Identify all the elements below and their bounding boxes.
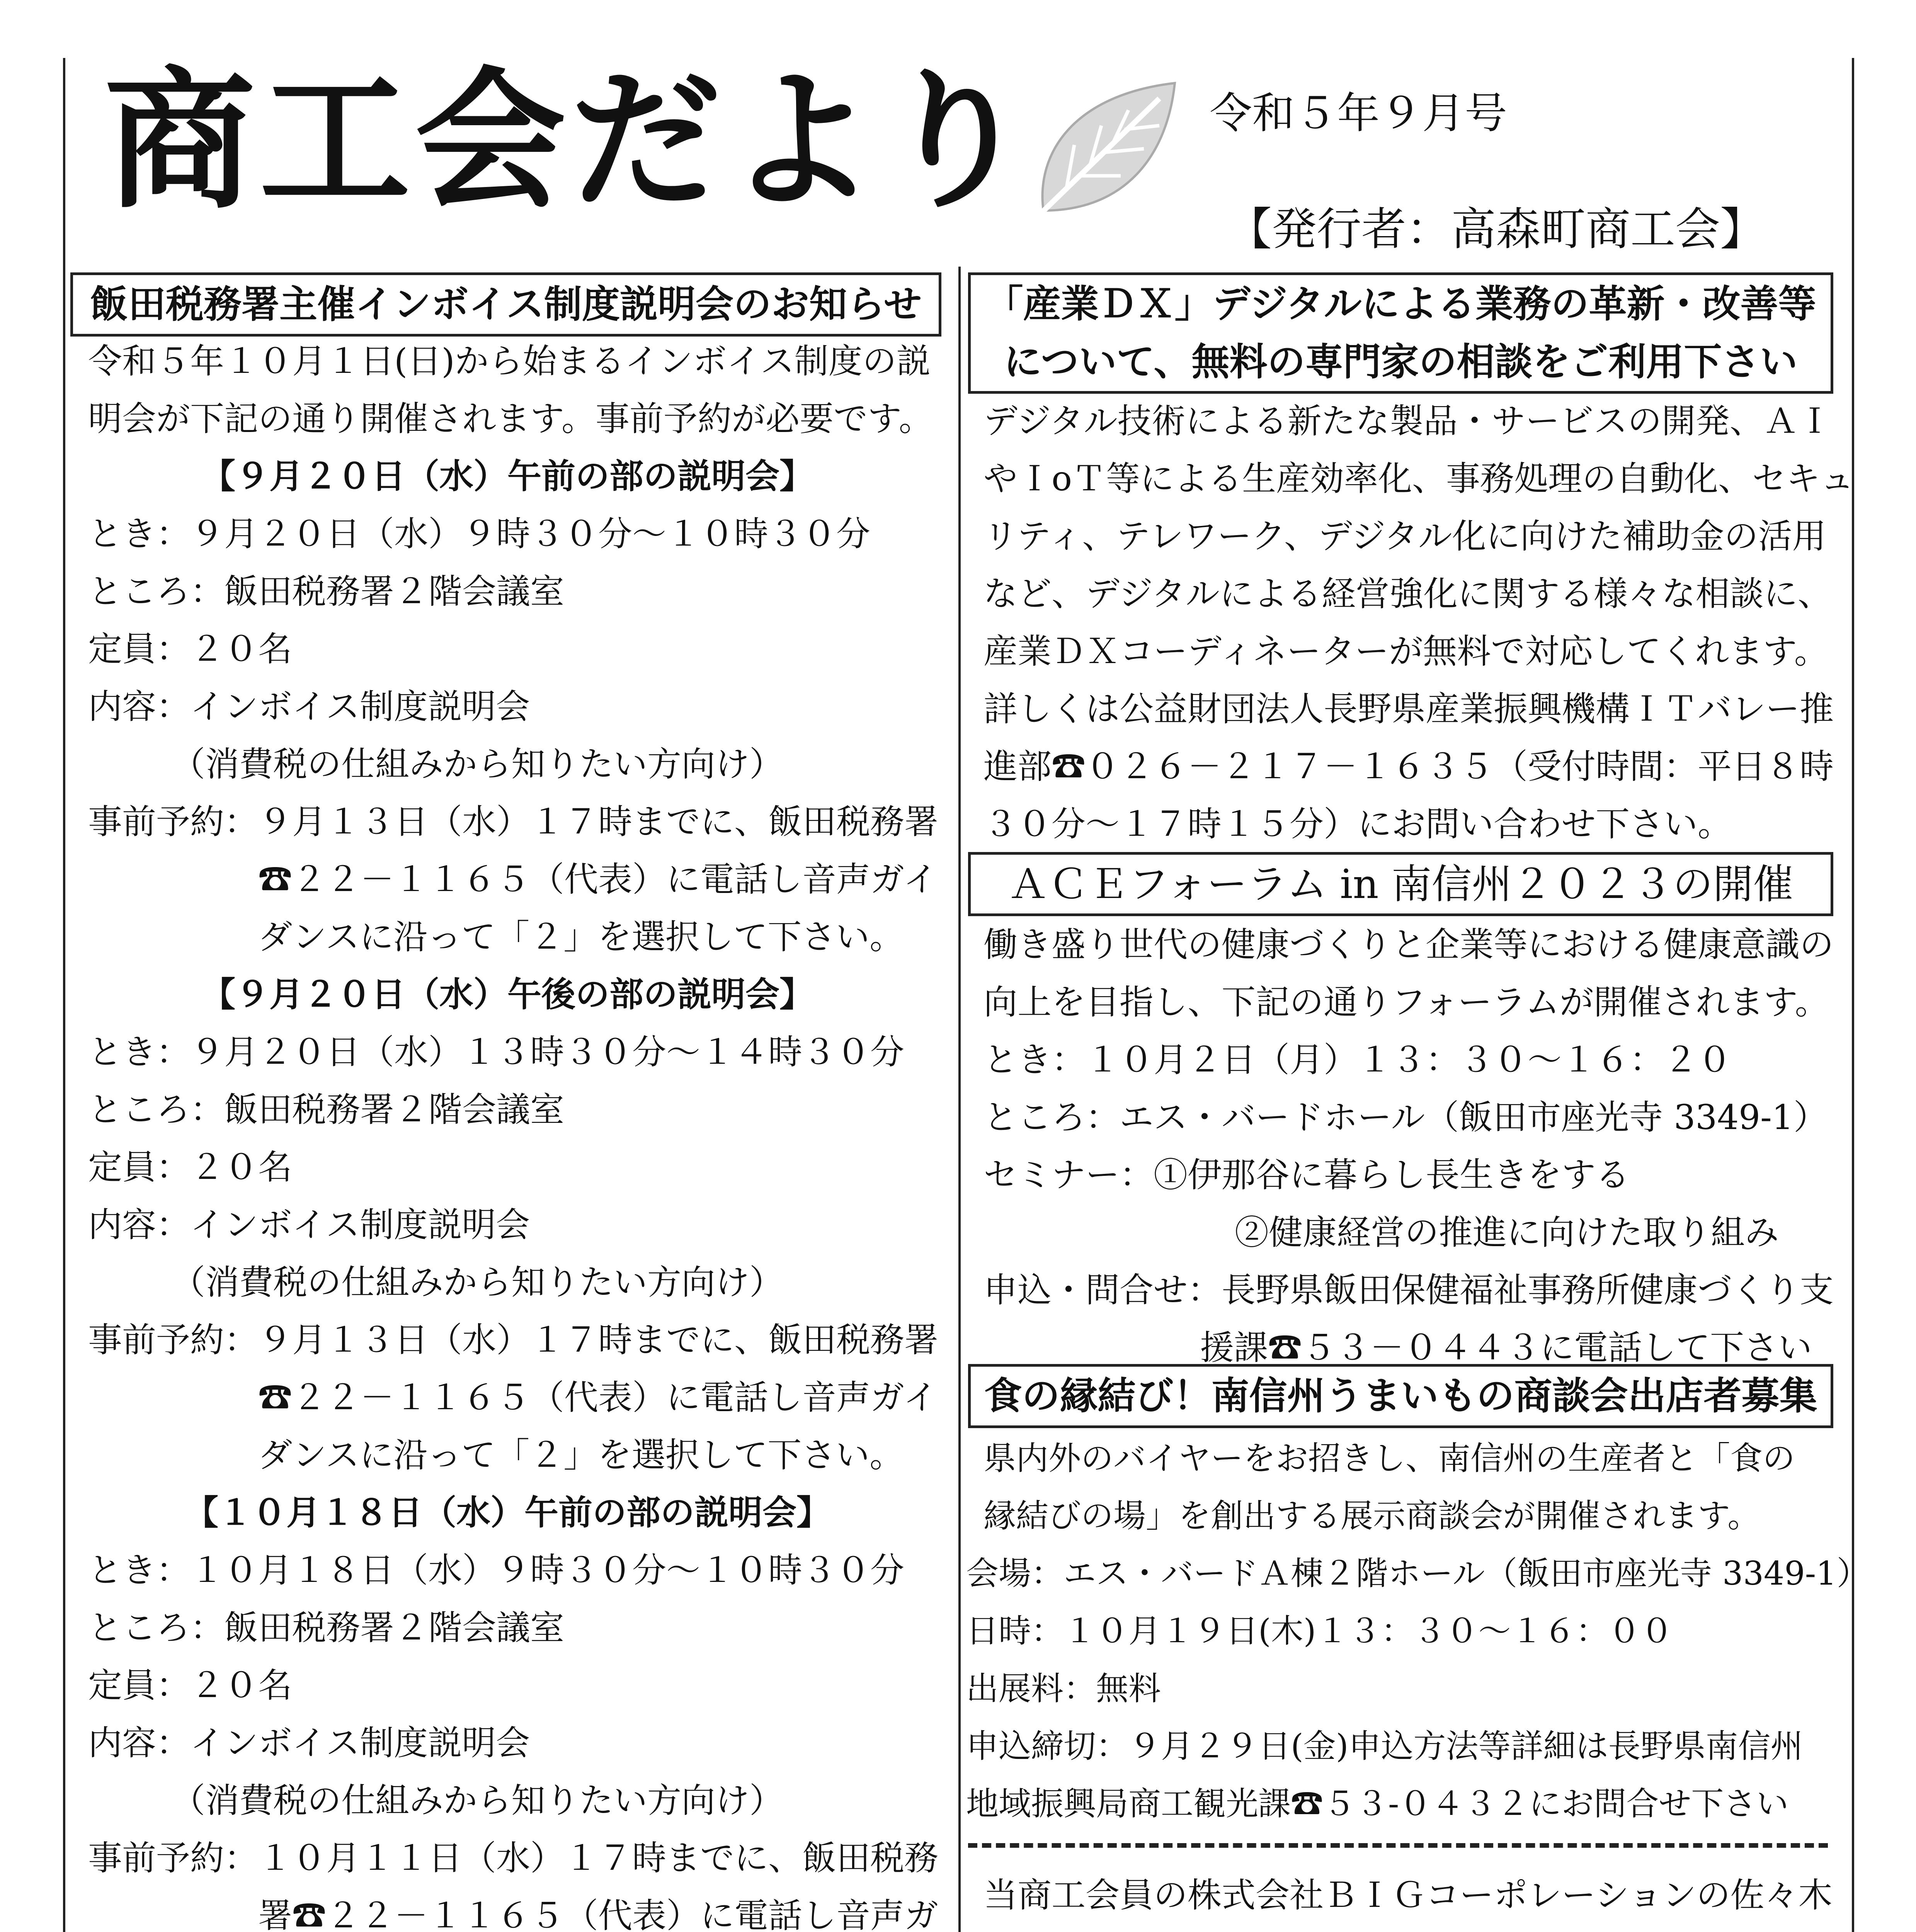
session-audience: （消費税の仕組みから知りたい方向け） — [171, 744, 784, 784]
intro-line: 令和５年１０月１日(日)から始まるインボイス制度の説 — [88, 341, 931, 381]
session-content: 内容：インボイス制度説明会 — [88, 1205, 530, 1245]
session-when: とき：１０月１８日（水）９時３０分～１０時３０分 — [88, 1550, 905, 1590]
session-heading: 【１０月１８日（水）午前の部の説明会】 — [184, 1492, 830, 1532]
grape-body — [984, 1866, 1916, 1932]
ace-body — [984, 916, 1834, 1376]
food-title: 食の縁結び！南信州うまいもの商談会出店者募集 — [984, 1374, 1817, 1418]
dashed-separator — [968, 1843, 1828, 1848]
dx-title-line: 「産業ＤＸ」デジタルによる業務の革新・改善等 — [985, 282, 1816, 326]
dx-line: など、デジタルによる経営強化に関する様々な相談に、 — [984, 574, 1832, 614]
session-heading: 【９月２０日（水）午前の部の説明会】 — [201, 456, 813, 496]
food-venue: 会場：エス・バードＡ棟２階ホール（飯田市座光寺 3349-1） — [966, 1554, 1869, 1592]
ace-title-box — [968, 852, 1833, 916]
intro-line: 明会が下記の通り開催されます。事前予約が必要です。 — [88, 399, 933, 439]
left-border-line — [63, 58, 65, 1932]
ace-where: ところ：エス・バードホール（飯田市座光寺 3349-1） — [984, 1097, 1828, 1137]
ace-seminar: ②健康経営の推進に向けた取り組み — [1235, 1213, 1779, 1252]
session-reserve: ダンスに沿って「２」を選択して下さい。 — [258, 1435, 904, 1475]
ace-when: とき：１０月２日（月）１３：３０～１６：２０ — [984, 1040, 1732, 1080]
food-contact: 地域振興局商工観光課☎５３-０４３２にお問合せ下さい — [966, 1785, 1789, 1823]
column-divider-line — [958, 267, 961, 1932]
session-capacity: 定員：２０名 — [88, 1147, 293, 1187]
session-reserve: ダンスに沿って「２」を選択して下さい。 — [258, 917, 904, 957]
ace-title: ＡＣＥフォーラム in 南信州２０２３の開催 — [1008, 861, 1793, 908]
issue-date: 令和５年９月号 — [1210, 88, 1507, 138]
invoice-title-box — [70, 272, 941, 337]
masthead-title: 商工会だより — [104, 53, 1036, 229]
session-content: 内容：インボイス制度説明会 — [88, 687, 530, 726]
session-when: とき：９月２０日（水）１３時３０分～１４時３０分 — [88, 1032, 905, 1072]
dx-line: 詳しくは公益財団法人長野県産業振興機構ＩＴバレー推 — [984, 689, 1834, 729]
session-reserve: 事前予約：９月１３日（水）１７時までに、飯田税務署 — [88, 1320, 939, 1360]
session-capacity: 定員：２０名 — [88, 1665, 293, 1705]
session-reserve: 事前予約：１０月１１日（水）１７時までに、飯田税務 — [88, 1838, 939, 1878]
session-reserve: 署☎２２－１１６５（代表）に電話し音声ガ — [258, 1896, 939, 1932]
dx-line: リティ、テレワーク、デジタル化に向けた補助金の活用 — [984, 516, 1826, 556]
grape-line — [984, 1924, 1916, 1932]
dx-line: 産業ＤＸコーディネーターが無料で対応してくれます。 — [984, 631, 1828, 671]
ace-line: 向上を目指し、下記の通りフォーラムが開催されます。 — [984, 982, 1829, 1022]
ace-line: 働き盛り世代の健康づくりと企業等における健康意識の — [984, 925, 1834, 964]
dx-line: 進部☎０２６－２１７－１６３５（受付時間：平日８時 — [984, 747, 1834, 786]
session-where: ところ：飯田税務署２階会議室 — [88, 1090, 565, 1129]
session-audience: （消費税の仕組みから知りたい方向け） — [171, 1262, 784, 1302]
publisher: 【発行者：高森町商工会】 — [1227, 203, 1765, 255]
ace-contact: 援課☎５３－０４４３に電話して下さい — [1200, 1328, 1812, 1367]
food-body — [966, 1430, 1869, 1833]
dx-line: やＩoＴ等による生産効率化、事務処理の自動化、セキュ — [984, 459, 1854, 498]
session-when: とき：９月２０日（水）９時３０分～１０時３０分 — [88, 514, 871, 554]
session-reserve: ☎２２－１１６５（代表）に電話し音声ガイ — [258, 1378, 938, 1417]
food-title-box — [968, 1364, 1833, 1428]
dx-body — [984, 392, 1854, 853]
ace-contact: 申込・問合せ：長野県飯田保健福祉事務所健康づくり支 — [984, 1270, 1834, 1310]
session-capacity: 定員：２０名 — [88, 629, 293, 669]
dx-line: ３０分～１７時１５分）にお問い合わせ下さい。 — [984, 804, 1732, 844]
food-line: 県内外のバイヤーをお招きし、南信州の生産者と「食の — [984, 1439, 1795, 1477]
session-heading: 【９月２０日（水）午後の部の説明会】 — [201, 974, 813, 1014]
food-fee: 出展料：無料 — [966, 1670, 1161, 1708]
invoice-section — [88, 332, 938, 1932]
session-content: 内容：インボイス制度説明会 — [88, 1723, 530, 1763]
invoice-title: 飯田税務署主催インボイス制度説明会のお知らせ — [90, 282, 922, 327]
leaf-icon — [1020, 71, 1183, 226]
ace-seminar: セミナー：①伊那谷に暮らし長生きをする — [984, 1155, 1630, 1195]
food-line: 縁結びの場」を創出する展示商談会が開催されます。 — [984, 1497, 1760, 1535]
session-reserve: ☎２２－１１６５（代表）に電話し音声ガイ — [258, 859, 938, 899]
food-datetime: 日時：１０月１９日(木)１３：３０～１６：００ — [966, 1612, 1673, 1650]
food-deadline: 申込締切：９月２９日(金)申込方法等詳細は長野県南信州 — [966, 1727, 1803, 1765]
session-where: ところ：飯田税務署２階会議室 — [88, 571, 565, 611]
grape-line: 当商工会員の株式会社ＢＩＧコーポレーションの佐々木 — [984, 1875, 1833, 1915]
dx-title-box — [968, 272, 1833, 394]
session-audience: （消費税の仕組みから知りたい方向け） — [171, 1781, 784, 1820]
session-where: ところ：飯田税務署２階会議室 — [88, 1608, 565, 1648]
dx-title-line: について、無料の専門家の相談をご利用下さい — [1004, 340, 1798, 384]
dx-line: デジタル技術による新たな製品・サービスの開発、ＡＩ — [984, 401, 1832, 441]
session-reserve: 事前予約：９月１３日（水）１７時までに、飯田税務署 — [88, 802, 939, 842]
